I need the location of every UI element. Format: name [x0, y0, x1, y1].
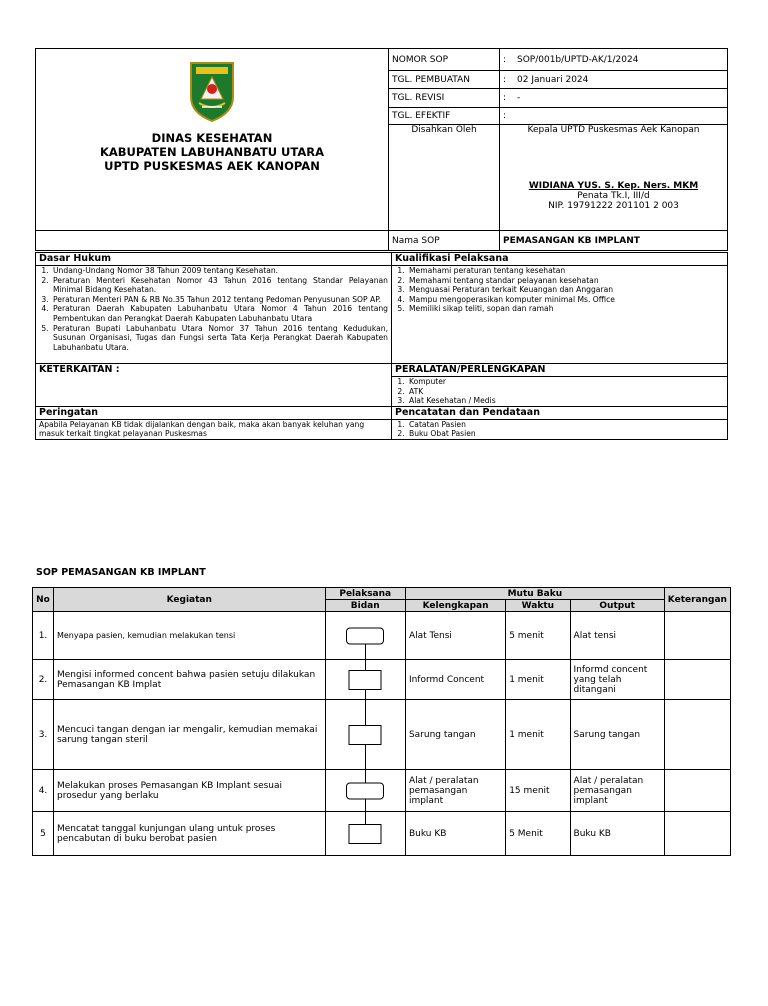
col-pelaksana: Pelaksana	[325, 588, 405, 600]
row-no: 4.	[33, 770, 54, 812]
list-item: 2. Buku Obat Pasien	[407, 429, 724, 439]
tgl-pembuatan-value: : 02 Januari 2024	[500, 71, 728, 89]
list-item: 2. ATK	[407, 387, 724, 397]
sop-info-table	[35, 252, 728, 440]
row-kelengkapan: Informd Concent	[405, 660, 505, 700]
tgl-revisi-label: TGL. REVISI	[389, 89, 500, 108]
flow-process-box	[349, 670, 382, 690]
row-keterangan	[664, 812, 730, 856]
col-bidan: Bidan	[325, 600, 405, 612]
table-row	[33, 660, 731, 700]
row-keterangan	[664, 700, 730, 770]
list-item: 2. Memahami tentang standar pelayanan kesehatan	[407, 276, 724, 286]
col-kegiatan: Kegiatan	[53, 588, 325, 612]
agency-spacer	[36, 231, 389, 251]
col-output: Output	[570, 600, 664, 612]
nama-sop-label: Nama SOP	[389, 231, 500, 251]
disahkan-label: Disahkan Oleh	[389, 125, 500, 231]
list-item: 3. Peraturan Menteri PAN & RB No.35 Tahun 2012 tentang Pedoman Penyusunan SOP AP.	[51, 295, 388, 305]
kualifikasi-title: Kualifikasi Pelaksana	[392, 253, 728, 266]
row-kegiatan: Menyapa pasien, kemudian melakukan tensi	[53, 612, 325, 660]
list-item: 4. Mampu mengoperasikan komputer minimal Ms. Office	[407, 295, 724, 305]
row-kelengkapan: Alat / peralatan pemasangan implant	[405, 770, 505, 812]
agency-line-3: UPTD PUSKESMAS AEK KANOPAN	[104, 159, 320, 173]
row-no: 3.	[33, 700, 54, 770]
flow-shape-cell	[325, 660, 405, 700]
dasar-hukum-list	[36, 266, 392, 364]
col-waktu: Waktu	[506, 600, 570, 612]
peralatan-title: PERALATAN/PERLENGKAPAN	[392, 364, 728, 377]
row-output: Sarung tangan	[570, 700, 664, 770]
approver-name: WIDIANA YUS. S. Kep. Ners. MKM	[528, 181, 699, 191]
approver-nip: NIP. 19791222 201101 2 003	[548, 201, 679, 211]
row-keterangan	[664, 612, 730, 660]
tgl-efektif-label: TGL. EFEKTIF	[389, 108, 500, 125]
row-keterangan	[664, 660, 730, 700]
peringatan-title: Peringatan	[36, 406, 392, 419]
row-output: Alat tensi	[570, 612, 664, 660]
list-item: 5. Memiliki sikap teliti, sopan dan ramah	[407, 304, 724, 314]
flow-shape-cell	[325, 812, 405, 856]
peringatan-text: Apabila Pelayanan KB tidak dijalankan dengan baik, maka akan banyak keluhan yang masuk terkait tingkat pelayanan Puskesmas	[36, 419, 392, 439]
pencatatan-title: Pencatatan dan Pendataan	[392, 406, 728, 419]
sop-header-table	[35, 48, 728, 251]
flow-terminator	[346, 782, 384, 799]
approver-rank: Penata Tk.I, III/d	[577, 191, 650, 201]
table-row	[33, 770, 731, 812]
approver-title: Kepala UPTD Puskesmas Aek Kanopan	[527, 125, 700, 135]
list-item: 3. Alat Kesehatan / Medis	[407, 396, 724, 406]
pencatatan-list	[392, 419, 728, 439]
flow-shape-cell	[325, 612, 405, 660]
row-output: Alat / peralatan pemasangan implant	[570, 770, 664, 812]
row-waktu: 15 menit	[506, 770, 570, 812]
table-row	[33, 812, 731, 856]
tgl-pembuatan-label: TGL. PEMBUATAN	[389, 71, 500, 89]
flow-process-box	[349, 725, 382, 745]
row-kelengkapan: Alat Tensi	[405, 612, 505, 660]
approver-block	[500, 125, 728, 231]
row-kelengkapan: Buku KB	[405, 812, 505, 856]
sop-title: SOP PEMASANGAN KB IMPLANT	[36, 567, 206, 578]
sop-flow-table	[32, 587, 731, 856]
col-keterangan: Keterangan	[664, 588, 730, 612]
row-output: Buku KB	[570, 812, 664, 856]
table-row	[33, 700, 731, 770]
list-item: 1. Undang-Undang Nomor 38 Tahun 2009 tentang Kesehatan.	[51, 266, 388, 276]
kualifikasi-list	[392, 266, 728, 364]
list-item: 3. Menguasai Peraturan terkait Keuangan dan Anggaran	[407, 285, 724, 295]
list-item: 1. Komputer	[407, 377, 724, 387]
list-item: 1. Catatan Pasien	[407, 420, 724, 430]
list-item: 1. Memahami peraturan tentang kesehatan	[407, 266, 724, 276]
row-waktu: 1 menit	[506, 660, 570, 700]
row-waktu: 1 menit	[506, 700, 570, 770]
row-no: 5	[33, 812, 54, 856]
agency-line-2: KABUPATEN LABUHANBATU UTARA	[99, 145, 324, 159]
nama-sop-value: PEMASANGAN KB IMPLANT	[500, 231, 728, 251]
row-waktu: 5 menit	[506, 612, 570, 660]
row-kegiatan: Mengisi informed concent bahwa pasien setuju dilakukan Pemasangan KB Implat	[53, 660, 325, 700]
col-kelengkapan: Kelengkapan	[405, 600, 505, 612]
row-kelengkapan: Sarung tangan	[405, 700, 505, 770]
agency-line-1: DINAS KESEHATAN	[151, 131, 273, 145]
flow-end-process-box	[349, 824, 382, 844]
flow-shape-cell	[325, 700, 405, 770]
labuhanbatu-utara-emblem-icon	[187, 59, 237, 123]
keterkaitan-title: KETERKAITAN :	[36, 364, 392, 407]
row-kegiatan: Melakukan proses Pemasangan KB Implant sesuai prosedur yang berlaku	[53, 770, 325, 812]
table-row	[33, 612, 731, 660]
peralatan-list	[392, 377, 728, 407]
row-kegiatan: Mencatat tanggal kunjungan ulang untuk proses pencabutan di buku berobat pasien	[53, 812, 325, 856]
dasar-hukum-title: Dasar Hukum	[36, 253, 392, 266]
list-item: 4. Peraturan Daerah Kabupaten Labuhanbatu Utara Nomor 4 Tahun 2016 tentang Pembentukan dan Perangkat Daerah Kabupaten Labuhanbatu Utara	[51, 304, 388, 323]
agency-block	[36, 49, 389, 231]
col-no: No	[33, 588, 54, 612]
flow-connector	[365, 644, 366, 660]
row-output: Informd concent yang telah ditangani	[570, 660, 664, 700]
flow-shape-cell	[325, 770, 405, 812]
row-no: 1.	[33, 612, 54, 660]
row-keterangan	[664, 770, 730, 812]
row-waktu: 5 Menit	[506, 812, 570, 856]
col-mutu-baku: Mutu Baku	[405, 588, 664, 600]
nomor-sop-label: NOMOR SOP	[389, 49, 500, 71]
list-item: 5. Peraturan Bupati Labuhanbatu Utara Nomor 37 Tahun 2016 tentang Kedudukan, Susunan Organisasi, Tugas dan Fungsi serta Tata Kerja Perangkat Daerah Kabupaten Labuhanbatu Utara.	[51, 324, 388, 353]
nomor-sop-value: : SOP/001b/UPTD-AK/1/2024	[500, 49, 728, 71]
row-kegiatan: Mencuci tangan dengan iar mengalir, kemudian memakai sarung tangan steril	[53, 700, 325, 770]
tgl-revisi-value: : -	[500, 89, 728, 108]
row-no: 2.	[33, 660, 54, 700]
list-item: 2. Peraturan Menteri Kesehatan Nomor 43 Tahun 2016 tentang Standar Pelayanan Minimal Bidang Kesehatan.	[51, 276, 388, 295]
tgl-efektif-value: :	[500, 108, 728, 125]
flow-start-terminator	[346, 627, 384, 644]
